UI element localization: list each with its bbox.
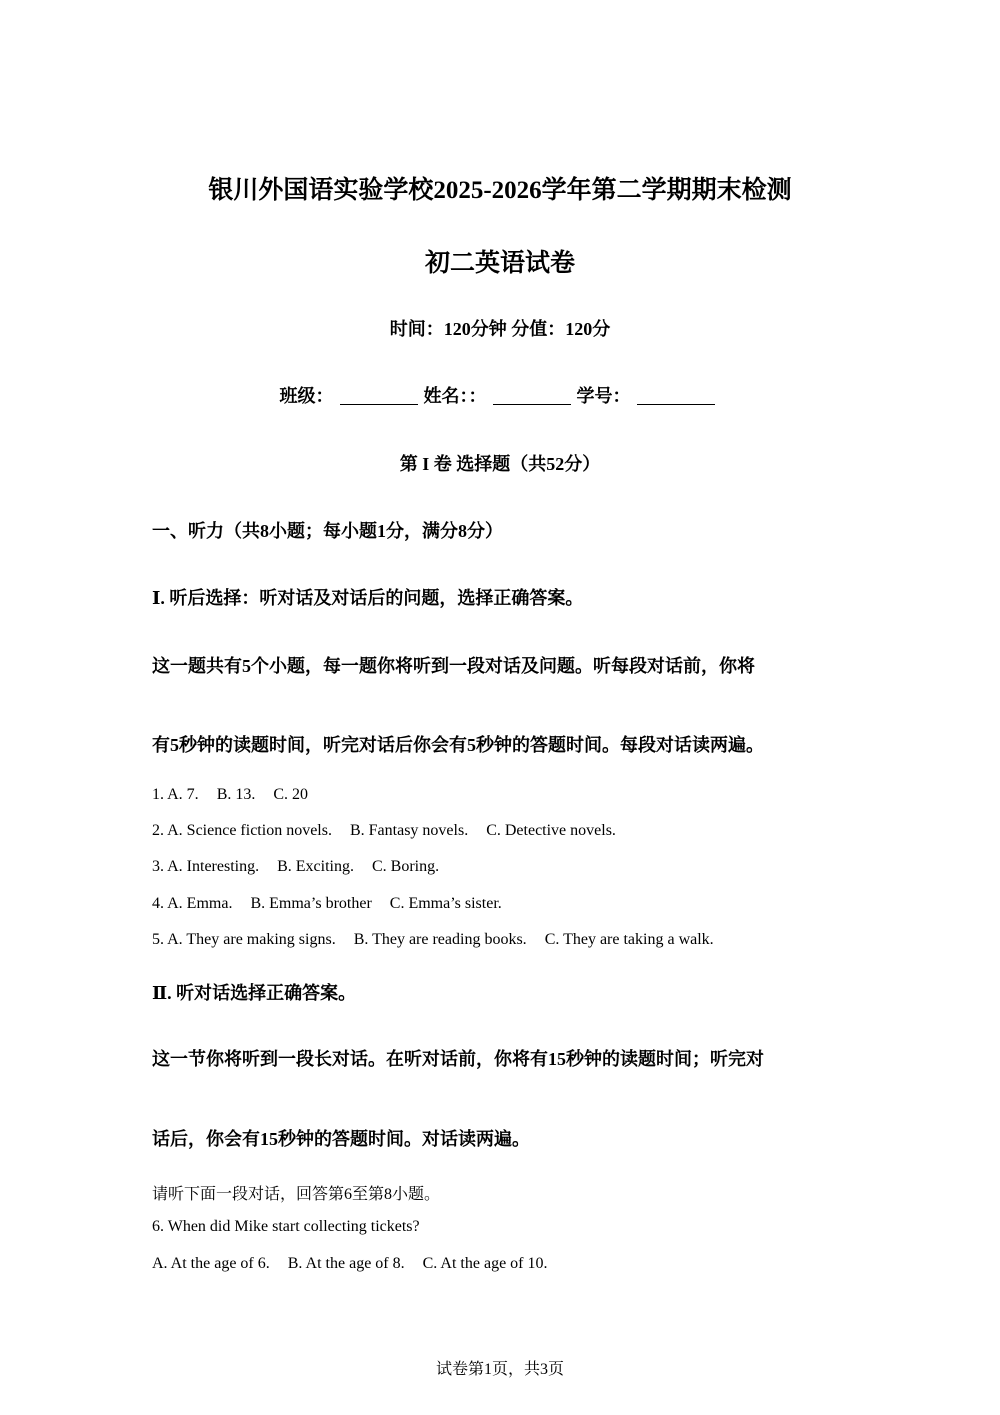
part2-heading: Ⅱ. 听对话选择正确答案。 <box>152 983 357 1003</box>
option-c: C. At the age of 10. <box>422 1255 548 1272</box>
question-number: 3. <box>152 858 164 875</box>
option-a: A. Science fiction novels. <box>167 822 332 839</box>
option-b: B. They are reading books. <box>353 931 527 948</box>
question-3 <box>152 858 453 876</box>
option-a: A. 7. <box>167 786 199 803</box>
part1-instruction-line1: 这一题共有5个小题，每一题你将听到一段对话及问题。听每段对话前，你将 <box>152 656 755 676</box>
option-a: A. Emma. <box>167 895 233 912</box>
question-5 <box>152 931 728 949</box>
question-number: 5. <box>152 931 164 948</box>
question-number: 1. <box>152 786 164 803</box>
question-6-options <box>152 1255 562 1273</box>
name-blank[interactable] <box>493 386 571 405</box>
part-title: 第 I 卷 选择题（共52分） <box>399 454 601 474</box>
section-heading: 一、听力（共8小题；每小题1分，满分8分） <box>152 521 503 541</box>
question-1 <box>152 786 322 804</box>
option-c: C. Emma’s sister. <box>389 895 502 912</box>
question-6: 6. When did Mike start collecting tickets? <box>152 1218 420 1235</box>
class-blank[interactable] <box>340 386 418 405</box>
option-b: B. Emma’s brother <box>250 895 372 912</box>
student-info-line <box>0 382 1000 408</box>
id-label: 学号： <box>576 386 631 406</box>
class-label: 班级： <box>279 386 334 406</box>
option-c: C. Detective novels. <box>486 822 616 839</box>
part2-instruction-line2: 话后，你会有15秒钟的答题时间。对话读两遍。 <box>152 1129 530 1149</box>
option-b: B. Fantasy novels. <box>349 822 469 839</box>
option-c: C. They are taking a walk. <box>544 931 714 948</box>
part2-instruction-line1: 这一节你将听到一段长对话。在听对话前，你将有15秒钟的读题时间；听完对 <box>152 1049 764 1069</box>
question-4 <box>152 895 516 913</box>
id-blank[interactable] <box>637 386 715 405</box>
dialogue-prompt: 请听下面一段对话，回答第6至第8小题。 <box>152 1186 441 1203</box>
exam-subtitle: 初二英语试卷 <box>424 250 575 277</box>
option-c: C. 20 <box>273 786 309 803</box>
option-b: B. At the age of 8. <box>287 1255 405 1272</box>
option-a: A. Interesting. <box>167 858 260 875</box>
part1-instruction-line2: 有5秒钟的读题时间，听完对话后你会有5秒钟的答题时间。每段对话读两遍。 <box>152 735 764 755</box>
option-b: B. 13. <box>216 786 256 803</box>
page-footer: 试卷第1页，共3页 <box>435 1361 564 1378</box>
option-b: B. Exciting. <box>277 858 354 875</box>
question-number: 2. <box>152 822 164 839</box>
name-label: 姓名：： <box>423 386 487 406</box>
part1-heading: Ⅰ. 听后选择：听对话及对话后的问题，选择正确答案。 <box>152 588 584 608</box>
option-a: A. At the age of 6. <box>152 1255 270 1272</box>
question-number: 4. <box>152 895 164 912</box>
exam-title: 银川外国语实验学校2025-2026学年第二学期期末检测 <box>208 177 792 204</box>
option-c: C. Boring. <box>372 858 440 875</box>
time-score-line: 时间：120分钟 分值：120分 <box>389 319 611 339</box>
question-2 <box>152 822 630 840</box>
option-a: A. They are making signs. <box>167 931 336 948</box>
